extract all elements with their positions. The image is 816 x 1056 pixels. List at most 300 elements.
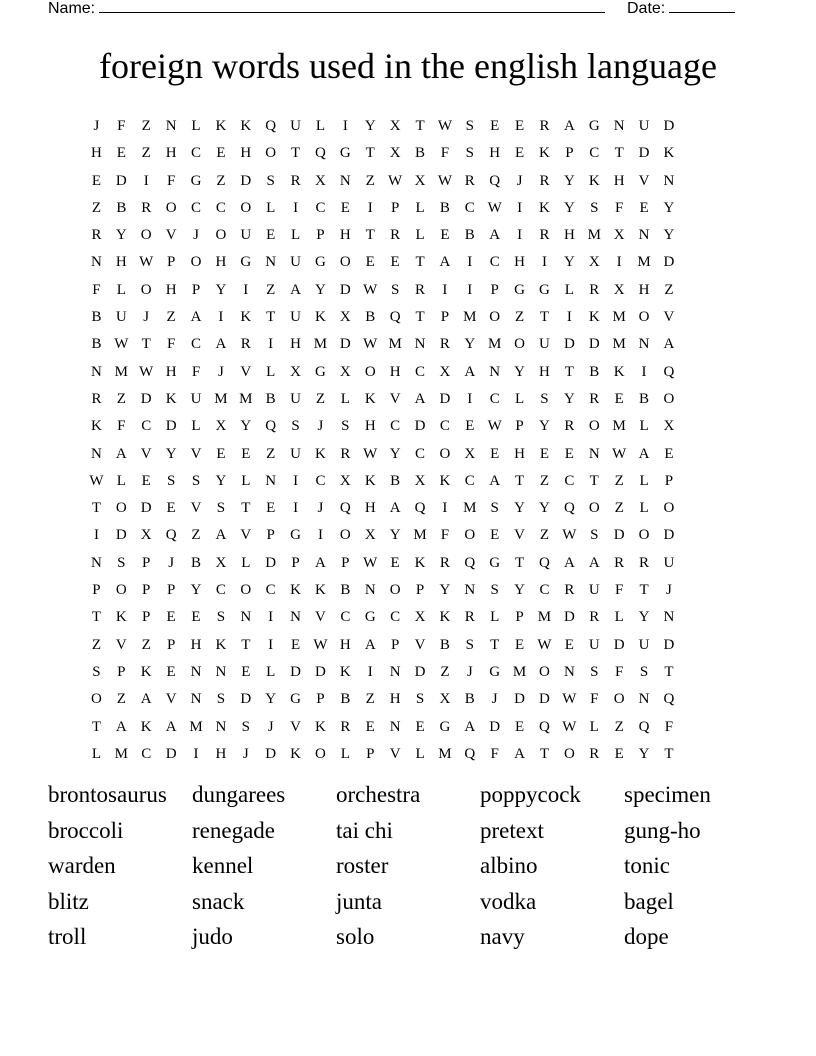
grid-letter[interactable]: K — [215, 636, 227, 653]
grid-letter[interactable]: U — [115, 309, 127, 326]
grid-letter[interactable]: L — [266, 363, 276, 380]
grid-letter[interactable]: N — [489, 363, 501, 380]
grid-letter[interactable]: M — [537, 609, 552, 626]
grid-letter[interactable]: I — [342, 118, 348, 134]
grid-letter[interactable]: X — [364, 527, 376, 544]
grid-letter[interactable]: F — [614, 199, 624, 216]
grid-letter[interactable]: T — [589, 472, 599, 489]
grid-letter[interactable]: M — [512, 663, 527, 680]
grid-letter[interactable]: N — [638, 691, 650, 708]
grid-letter[interactable]: M — [637, 254, 651, 271]
grid-letter[interactable]: A — [115, 445, 127, 462]
grid-letter[interactable]: W — [363, 336, 378, 353]
grid-letter[interactable]: S — [166, 472, 176, 489]
grid-letter[interactable]: S — [241, 718, 250, 735]
grid-letter[interactable]: W — [537, 636, 552, 653]
grid-letter[interactable]: X — [389, 145, 401, 162]
grid-letter[interactable]: Q — [663, 363, 675, 380]
grid-letter[interactable]: S — [465, 145, 474, 162]
grid-letter[interactable]: S — [590, 663, 599, 680]
grid-letter[interactable]: P — [565, 145, 574, 162]
grid-letter[interactable]: C — [589, 145, 600, 162]
grid-letter[interactable]: P — [166, 254, 176, 271]
grid-letter[interactable]: B — [415, 145, 426, 162]
grid-letter[interactable]: G — [190, 172, 202, 189]
grid-letter[interactable]: W — [139, 254, 154, 271]
grid-letter[interactable]: L — [589, 718, 599, 735]
grid-letter[interactable]: D — [414, 663, 426, 680]
grid-letter[interactable]: E — [515, 145, 525, 162]
grid-letter[interactable]: H — [339, 227, 351, 244]
grid-letter[interactable]: G — [315, 363, 326, 380]
grid-letter[interactable]: K — [115, 609, 127, 626]
grid-letter[interactable]: R — [564, 582, 575, 599]
grid-letter[interactable]: N — [91, 254, 102, 271]
grid-letter[interactable]: I — [243, 281, 249, 298]
grid-letter[interactable]: I — [268, 336, 274, 353]
grid-letter[interactable]: I — [218, 309, 224, 326]
grid-letter[interactable]: H — [165, 145, 177, 162]
grid-letter[interactable]: X — [389, 118, 401, 134]
grid-letter[interactable]: D — [563, 609, 575, 626]
grid-letter[interactable]: T — [365, 227, 375, 244]
grid-letter[interactable]: R — [340, 718, 351, 735]
grid-letter[interactable]: E — [515, 718, 525, 735]
grid-letter[interactable]: B — [439, 636, 450, 653]
grid-letter[interactable]: U — [240, 227, 252, 244]
grid-letter[interactable]: L — [415, 199, 425, 216]
grid-letter[interactable]: Y — [663, 199, 675, 216]
grid-letter[interactable]: F — [166, 336, 176, 353]
grid-letter[interactable]: O — [364, 363, 376, 380]
grid-letter[interactable]: S — [490, 582, 499, 599]
grid-letter[interactable]: E — [340, 199, 350, 216]
grid-letter[interactable]: P — [191, 281, 201, 298]
grid-letter[interactable]: S — [590, 199, 599, 216]
grid-letter[interactable]: V — [663, 309, 675, 326]
grid-letter[interactable]: L — [191, 418, 201, 435]
grid-letter[interactable]: N — [91, 363, 102, 380]
grid-letter[interactable]: Q — [339, 500, 351, 517]
grid-letter[interactable]: H — [389, 363, 401, 380]
grid-letter[interactable]: A — [414, 390, 426, 407]
grid-letter[interactable]: R — [564, 418, 575, 435]
grid-letter[interactable]: P — [316, 227, 325, 244]
grid-letter[interactable]: E — [365, 254, 375, 271]
grid-letter[interactable]: M — [189, 718, 203, 735]
grid-letter[interactable]: O — [638, 527, 650, 544]
grid-letter[interactable]: I — [467, 390, 473, 407]
grid-letter[interactable]: O — [240, 199, 252, 216]
grid-letter[interactable]: P — [166, 582, 176, 599]
grid-letter[interactable]: D — [613, 636, 625, 653]
grid-letter[interactable]: A — [140, 691, 152, 708]
grid-letter[interactable]: T — [266, 309, 276, 326]
grid-letter[interactable]: V — [514, 527, 525, 544]
grid-letter[interactable]: L — [564, 281, 574, 298]
grid-letter[interactable]: U — [588, 636, 600, 653]
grid-letter[interactable]: K — [315, 445, 326, 462]
grid-letter[interactable]: H — [364, 500, 376, 517]
grid-letter[interactable]: E — [141, 472, 151, 489]
grid-letter[interactable]: O — [240, 582, 252, 599]
grid-letter[interactable]: A — [489, 472, 501, 489]
grid-letter[interactable]: A — [215, 336, 227, 353]
grid-letter[interactable]: E — [216, 445, 226, 462]
grid-letter[interactable]: G — [339, 145, 351, 162]
grid-letter[interactable]: Q — [165, 527, 177, 544]
grid-letter[interactable]: D — [265, 745, 277, 762]
grid-letter[interactable]: I — [517, 227, 523, 244]
grid-letter[interactable]: R — [589, 609, 600, 626]
grid-letter[interactable]: F — [117, 418, 126, 435]
grid-letter[interactable]: N — [414, 336, 426, 353]
grid-letter[interactable]: I — [317, 527, 323, 544]
grid-letter[interactable]: G — [290, 691, 301, 708]
grid-letter[interactable]: O — [140, 281, 152, 298]
grid-letter[interactable]: C — [191, 336, 202, 353]
grid-letter[interactable]: R — [589, 745, 600, 762]
grid-letter[interactable]: S — [117, 554, 126, 571]
grid-letter[interactable]: K — [613, 363, 625, 380]
grid-letter[interactable]: L — [639, 500, 649, 517]
grid-letter[interactable]: H — [563, 227, 575, 244]
grid-letter[interactable]: X — [663, 418, 675, 435]
grid-letter[interactable]: K — [315, 718, 326, 735]
grid-letter[interactable]: Z — [315, 390, 326, 407]
grid-letter[interactable]: A — [290, 281, 301, 298]
grid-letter[interactable]: S — [390, 281, 400, 298]
grid-letter[interactable]: N — [215, 663, 227, 680]
grid-letter[interactable]: Y — [265, 691, 277, 708]
grid-letter[interactable]: X — [613, 281, 625, 298]
grid-letter[interactable]: A — [215, 527, 227, 544]
grid-letter[interactable]: C — [340, 609, 351, 626]
grid-letter[interactable]: T — [241, 500, 251, 517]
grid-letter[interactable]: H — [165, 281, 177, 298]
grid-letter[interactable]: B — [340, 582, 351, 599]
grid-letter[interactable]: F — [664, 718, 674, 735]
grid-letter[interactable]: I — [268, 609, 274, 626]
grid-letter[interactable]: H — [240, 145, 252, 162]
grid-letter[interactable]: A — [514, 745, 525, 762]
grid-letter[interactable]: W — [89, 472, 104, 489]
grid-letter[interactable]: X — [140, 527, 152, 544]
grid-letter[interactable]: P — [166, 636, 176, 653]
grid-letter[interactable]: P — [266, 527, 275, 544]
grid-letter[interactable]: X — [339, 309, 351, 326]
grid-letter[interactable]: T — [639, 582, 649, 599]
grid-letter[interactable]: D — [140, 390, 152, 407]
grid-letter[interactable]: J — [317, 418, 324, 435]
grid-letter[interactable]: A — [315, 554, 326, 571]
grid-letter[interactable]: C — [489, 390, 500, 407]
grid-letter[interactable]: M — [612, 418, 626, 435]
grid-letter[interactable]: E — [564, 636, 574, 653]
grid-letter[interactable]: X — [588, 254, 600, 271]
grid-letter[interactable]: L — [639, 418, 649, 435]
grid-letter[interactable]: C — [315, 199, 326, 216]
grid-letter[interactable]: Q — [265, 418, 277, 435]
grid-letter[interactable]: N — [464, 582, 476, 599]
grid-letter[interactable]: X — [290, 363, 301, 380]
grid-letter[interactable]: D — [489, 718, 501, 735]
grid-letter[interactable]: G — [240, 254, 252, 271]
grid-letter[interactable]: N — [613, 118, 625, 134]
grid-letter[interactable]: Y — [464, 336, 476, 353]
grid-letter[interactable]: V — [190, 445, 202, 462]
grid-letter[interactable]: D — [588, 336, 600, 353]
grid-letter[interactable]: D — [638, 145, 650, 162]
grid-letter[interactable]: W — [562, 527, 577, 544]
grid-letter[interactable]: Y — [514, 363, 525, 380]
grid-letter[interactable]: I — [293, 199, 299, 216]
grid-letter[interactable]: K — [663, 145, 675, 162]
grid-letter[interactable]: W — [437, 172, 452, 189]
grid-letter[interactable]: F — [440, 145, 450, 162]
grid-letter[interactable]: Z — [116, 691, 126, 708]
grid-letter[interactable]: N — [389, 663, 401, 680]
grid-letter[interactable]: A — [663, 336, 675, 353]
grid-letter[interactable]: B — [91, 336, 102, 353]
grid-letter[interactable]: D — [315, 663, 326, 680]
grid-letter[interactable]: P — [440, 309, 450, 326]
grid-letter[interactable]: L — [340, 745, 350, 762]
grid-letter[interactable]: R — [439, 336, 450, 353]
grid-letter[interactable]: I — [268, 636, 274, 653]
grid-letter[interactable]: Z — [91, 636, 102, 653]
grid-letter[interactable]: X — [439, 363, 451, 380]
grid-letter[interactable]: F — [166, 172, 176, 189]
grid-letter[interactable]: D — [240, 172, 252, 189]
grid-letter[interactable]: K — [240, 309, 252, 326]
grid-letter[interactable]: H — [290, 336, 301, 353]
grid-letter[interactable]: P — [316, 691, 325, 708]
grid-letter[interactable]: Z — [116, 390, 126, 407]
grid-letter[interactable]: K — [439, 472, 451, 489]
grid-letter[interactable]: O — [613, 691, 625, 708]
grid-letter[interactable]: Q — [315, 145, 326, 162]
grid-letter[interactable]: Z — [614, 718, 624, 735]
grid-letter[interactable]: C — [215, 199, 226, 216]
grid-letter[interactable]: E — [290, 636, 301, 653]
grid-letter[interactable]: J — [143, 309, 150, 326]
grid-letter[interactable]: M — [587, 227, 601, 244]
grid-letter[interactable]: S — [216, 691, 226, 708]
grid-letter[interactable]: L — [266, 199, 276, 216]
grid-letter[interactable]: K — [315, 582, 326, 599]
grid-letter[interactable]: A — [489, 227, 501, 244]
grid-letter[interactable]: I — [193, 745, 199, 762]
grid-letter[interactable]: B — [464, 691, 475, 708]
grid-letter[interactable]: I — [293, 500, 299, 517]
grid-letter[interactable]: N — [91, 445, 102, 462]
grid-letter[interactable]: L — [515, 390, 525, 407]
grid-letter[interactable]: L — [315, 118, 326, 134]
grid-letter[interactable]: T — [141, 336, 151, 353]
grid-letter[interactable]: H — [91, 145, 102, 162]
grid-letter[interactable]: K — [588, 172, 600, 189]
grid-letter[interactable]: O — [638, 309, 650, 326]
grid-letter[interactable]: D — [414, 418, 426, 435]
grid-letter[interactable]: K — [439, 609, 451, 626]
grid-letter[interactable]: M — [488, 336, 502, 353]
grid-letter[interactable]: P — [664, 472, 674, 489]
grid-letter[interactable]: X — [464, 445, 476, 462]
grid-letter[interactable]: L — [266, 663, 276, 680]
grid-letter[interactable]: E — [614, 390, 624, 407]
grid-letter[interactable]: K — [140, 663, 152, 680]
grid-letter[interactable]: I — [442, 281, 448, 298]
grid-letter[interactable]: Q — [663, 691, 675, 708]
grid-letter[interactable]: Z — [365, 172, 375, 189]
grid-letter[interactable]: M — [438, 745, 452, 762]
grid-letter[interactable]: N — [364, 582, 376, 599]
grid-letter[interactable]: B — [116, 199, 127, 216]
grid-letter[interactable]: Z — [614, 472, 624, 489]
grid-letter[interactable]: R — [91, 227, 102, 244]
grid-letter[interactable]: F — [490, 745, 499, 762]
grid-letter[interactable]: R — [340, 445, 351, 462]
grid-letter[interactable]: B — [390, 472, 401, 489]
grid-letter[interactable]: K — [364, 472, 376, 489]
grid-letter[interactable]: T — [415, 254, 425, 271]
grid-letter[interactable]: J — [516, 172, 523, 189]
grid-letter[interactable]: J — [666, 582, 672, 599]
grid-letter[interactable]: O — [339, 254, 351, 271]
grid-letter[interactable]: Z — [141, 145, 151, 162]
grid-letter[interactable]: N — [165, 118, 177, 134]
grid-letter[interactable]: I — [367, 199, 373, 216]
grid-letter[interactable]: N — [290, 609, 301, 626]
grid-letter[interactable]: O — [563, 745, 575, 762]
grid-letter[interactable]: X — [613, 227, 625, 244]
grid-letter[interactable]: K — [339, 663, 351, 680]
grid-letter[interactable]: S — [465, 118, 474, 134]
grid-letter[interactable]: L — [490, 609, 500, 626]
grid-letter[interactable]: M — [214, 390, 228, 407]
grid-letter[interactable]: X — [439, 691, 451, 708]
grid-letter[interactable]: E — [639, 199, 649, 216]
grid-letter[interactable]: O — [539, 663, 550, 680]
grid-letter[interactable]: L — [415, 745, 425, 762]
grid-letter[interactable]: Z — [539, 472, 550, 489]
grid-letter[interactable]: I — [541, 254, 547, 271]
grid-letter[interactable]: D — [514, 691, 525, 708]
grid-letter[interactable]: O — [190, 254, 202, 271]
grid-letter[interactable]: R — [91, 390, 102, 407]
grid-letter[interactable]: E — [415, 718, 425, 735]
grid-letter[interactable]: E — [614, 745, 624, 762]
grid-letter[interactable]: Y — [364, 118, 376, 134]
grid-letter[interactable]: U — [539, 336, 550, 353]
grid-letter[interactable]: N — [563, 663, 575, 680]
grid-letter[interactable]: Q — [414, 500, 426, 517]
grid-letter[interactable]: V — [165, 227, 177, 244]
grid-letter[interactable]: B — [91, 309, 102, 326]
grid-letter[interactable]: N — [265, 254, 277, 271]
grid-letter[interactable]: X — [315, 172, 326, 189]
grid-letter[interactable]: Z — [614, 500, 624, 517]
grid-letter[interactable]: Z — [216, 172, 226, 189]
grid-letter[interactable]: N — [190, 663, 202, 680]
grid-letter[interactable]: X — [414, 609, 426, 626]
grid-letter[interactable]: V — [165, 691, 177, 708]
grid-letter[interactable]: G — [514, 281, 525, 298]
grid-letter[interactable]: D — [539, 691, 550, 708]
grid-letter[interactable]: W — [363, 554, 378, 571]
grid-letter[interactable]: J — [242, 745, 249, 762]
grid-letter[interactable]: V — [414, 636, 426, 653]
grid-letter[interactable]: V — [240, 363, 252, 380]
grid-letter[interactable]: N — [638, 227, 650, 244]
grid-letter[interactable]: O — [439, 445, 451, 462]
grid-letter[interactable]: Y — [514, 500, 525, 517]
grid-letter[interactable]: K — [364, 390, 376, 407]
grid-letter[interactable]: Y — [315, 281, 326, 298]
grid-letter[interactable]: J — [317, 500, 324, 517]
grid-letter[interactable]: O — [389, 582, 401, 599]
grid-letter[interactable]: K — [414, 554, 426, 571]
grid-letter[interactable]: U — [588, 582, 600, 599]
grid-letter[interactable]: E — [539, 445, 550, 462]
grid-letter[interactable]: W — [114, 336, 129, 353]
grid-letter[interactable]: J — [267, 718, 274, 735]
grid-letter[interactable]: C — [489, 254, 500, 271]
grid-letter[interactable]: N — [190, 691, 202, 708]
grid-letter[interactable]: B — [439, 199, 450, 216]
grid-letter[interactable]: C — [415, 363, 426, 380]
grid-letter[interactable]: A — [638, 445, 650, 462]
grid-letter[interactable]: I — [442, 500, 448, 517]
grid-letter[interactable]: N — [339, 172, 351, 189]
grid-letter[interactable]: P — [341, 554, 350, 571]
grid-letter[interactable]: S — [216, 500, 226, 517]
grid-letter[interactable]: D — [240, 691, 252, 708]
grid-letter[interactable]: X — [339, 363, 351, 380]
grid-letter[interactable]: I — [367, 663, 373, 680]
grid-letter[interactable]: R — [464, 609, 475, 626]
grid-letter[interactable]: D — [439, 390, 451, 407]
grid-letter[interactable]: R — [614, 554, 625, 571]
grid-letter[interactable]: P — [92, 582, 101, 599]
grid-letter[interactable]: M — [413, 527, 427, 544]
grid-letter[interactable]: E — [166, 609, 176, 626]
grid-letter[interactable]: R — [539, 227, 550, 244]
grid-letter[interactable]: U — [638, 636, 650, 653]
grid-letter[interactable]: Y — [389, 445, 401, 462]
grid-letter[interactable]: T — [515, 472, 525, 489]
grid-letter[interactable]: O — [663, 500, 675, 517]
grid-letter[interactable]: I — [143, 172, 149, 189]
grid-letter[interactable]: W — [612, 445, 627, 462]
grid-letter[interactable]: S — [92, 663, 101, 680]
grid-letter[interactable]: E — [490, 118, 500, 134]
grid-letter[interactable]: M — [463, 500, 477, 517]
grid-letter[interactable]: N — [265, 472, 277, 489]
grid-letter[interactable]: S — [590, 527, 599, 544]
grid-letter[interactable]: Y — [215, 472, 227, 489]
grid-letter[interactable]: D — [290, 663, 301, 680]
grid-letter[interactable]: W — [487, 199, 502, 216]
grid-letter[interactable]: O — [464, 527, 476, 544]
grid-letter[interactable]: R — [290, 172, 301, 189]
grid-letter[interactable]: J — [466, 663, 473, 680]
grid-letter[interactable]: Y — [240, 418, 252, 435]
grid-letter[interactable]: D — [115, 172, 127, 189]
date-field[interactable] — [627, 0, 735, 18]
grid-letter[interactable]: D — [140, 500, 152, 517]
